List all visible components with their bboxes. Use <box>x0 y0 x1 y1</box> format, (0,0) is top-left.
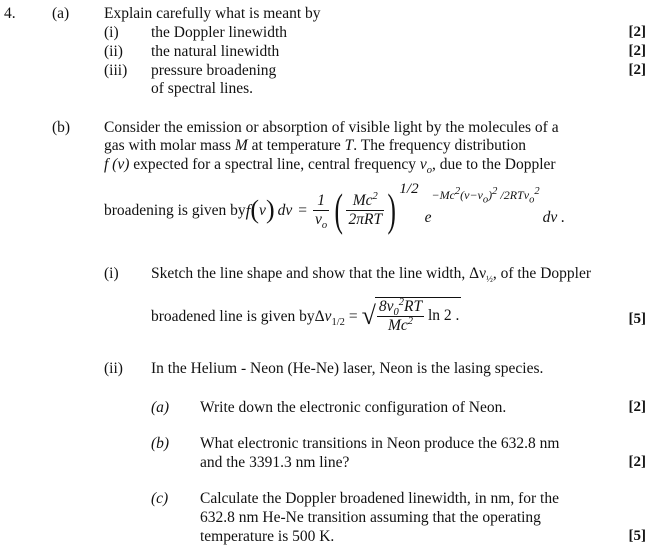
part-b-line-1: Consider the emission or absorption of visible light by the molecules of a <box>104 119 559 136</box>
part-b-line-2: gas with molar mass M at temperature T. The frequency distribution <box>104 137 527 154</box>
prefactor-fraction: $\frac{1}{\nu_o}$ <box>315 191 328 231</box>
part-b-i-line-2: broadened line is given by <box>151 307 315 325</box>
part-a-item-2-text: the natural linewidth <box>151 43 280 60</box>
part-b-i-num: (i) <box>104 265 119 282</box>
part-a-item-3-text: pressure broadening <box>151 62 277 79</box>
part-b-ii-a-marks: [2] <box>628 399 646 415</box>
ln-term: ln 2 . <box>428 307 460 325</box>
part-b-i-line-1: Sketch the line shape and show that the line width, $\Delta\nu_{\frac{1}{2}}$, of the Doppler <box>151 265 591 285</box>
part-a-intro: Explain carefully what is meant by <box>104 5 321 22</box>
part-a-label: (a) <box>52 5 70 22</box>
equation-lead-text: broadening is given by <box>104 201 246 219</box>
part-a-item-1-marks: [2] <box>628 24 646 40</box>
part-b-ii-c-marks: [5] <box>628 528 646 544</box>
mass-temperature-fraction: $\frac{Mc^2}{\text{2πRT}}$ <box>348 190 383 228</box>
part-a-item-3-num: (iii) <box>104 62 128 79</box>
part-b-ii-c-line-3: temperature is 500 K. <box>200 528 335 545</box>
part-b-label: (b) <box>52 119 71 136</box>
part-b-ii-c-line-2: 632.8 nm He-Ne transition assuming that the operating <box>200 509 541 526</box>
part-a-item-2-num: (ii) <box>104 43 123 60</box>
linewidth-formula: broadened line is given by $\Delta\nu_{1/2}$ = √ $\frac{8\nu_0^2RT}{Mc^2}$ ln 2 . <box>151 296 460 334</box>
part-b-ii-c-line-1: Calculate the Doppler broadened linewidth, in nm, for the <box>200 490 559 507</box>
question-number: 4. <box>4 5 16 22</box>
part-a-tail: of spectral lines. <box>151 80 254 97</box>
part-b-i-marks: [5] <box>628 311 646 327</box>
part-a-item-1-text: the Doppler linewidth <box>151 24 288 41</box>
part-b-ii-c-label: (c) <box>151 490 169 507</box>
part-b-ii-b-marks: [2] <box>628 454 646 470</box>
part-b-ii-a-line-1: Write down the electronic configuration of Neon. <box>200 399 507 416</box>
part-b-ii-b-line-1: What electronic transitions in Neon produce the 632.8 nm <box>200 435 560 452</box>
part-b-ii-a-label: (a) <box>151 399 170 416</box>
sqrt-argument: $\frac{8\nu_0^2RT}{Mc^2}$ ln 2 . <box>375 297 462 335</box>
part-a-item-3-marks: [2] <box>628 62 646 78</box>
part-b-ii-b-line-2: and the 3391.3 nm line? <box>200 454 350 471</box>
part-b-line-3: f (ν) expected for a spectral line, central frequency $\nu_o$, due to the Doppler <box>104 156 556 177</box>
part-b-ii-num: (ii) <box>104 360 123 377</box>
part-b-ii-b-label: (b) <box>151 435 170 452</box>
part-a-item-1-num: (i) <box>104 24 119 41</box>
part-a-item-2-marks: [2] <box>628 43 646 59</box>
doppler-equation: broadening is given by f ( ν ) dν = $\frac{1}{\nu_o}$ ( $\frac{Mc^2}{\text{2πRT}}$ ) 1/2 e $-Mc^2(\nu-\nu_o)^2$ /2RTν$_o^2$ dν . <box>104 181 565 235</box>
part-b-ii-text: In the Helium - Neon (He-Ne) laser, Neon is the lasing species. <box>151 360 544 377</box>
